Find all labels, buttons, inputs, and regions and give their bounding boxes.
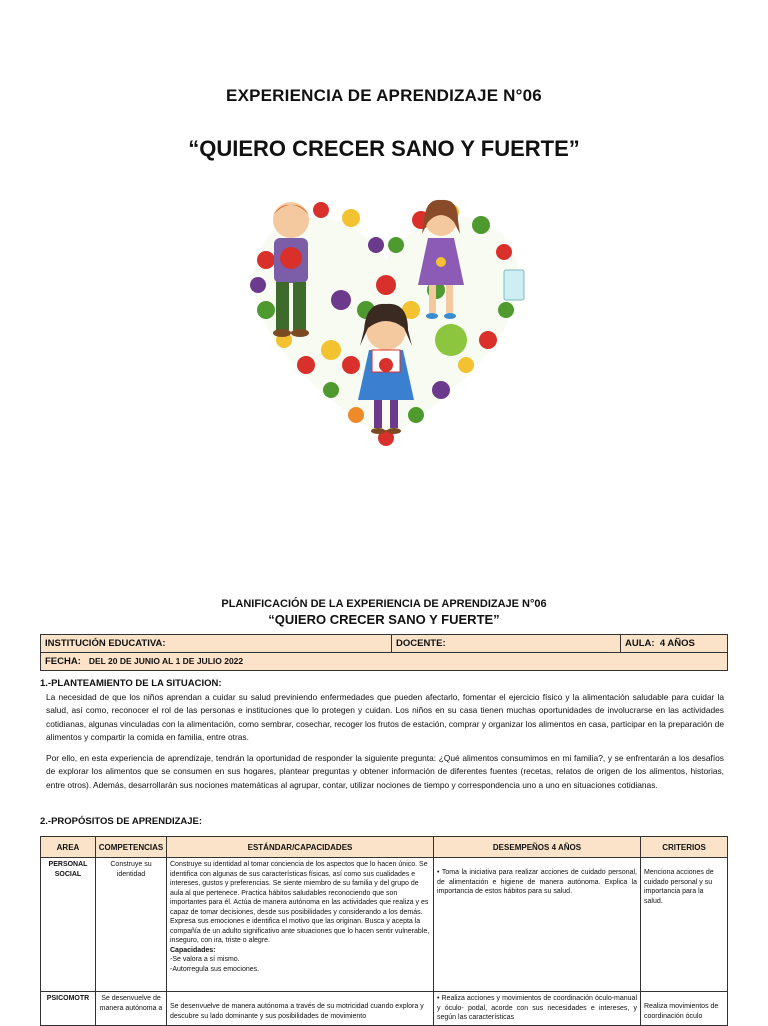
planning-subtitle: “QUIERO CRECER SANO Y FUERTE” — [268, 612, 500, 627]
docente-cell — [392, 635, 621, 653]
institucion-cell — [41, 635, 392, 653]
section1-paragraph-2: Por ello, en esta experiencia de aprendizaje, tendrán la oportunidad de responder la siguiente pregunta: ¿Qué alimentos consumimos en mi familia?, y se enfrentarán a los desafíos de explorar los alimentos que se consumen en sus hogares, plantear preguntas y obtener información de diferentes fuentes (recetas, relatos de origen de los alimentos, historias, entre otros). Además, desarrollarán sus nociones matemáticas al agrupar, contar, utilizar nociones de tiempo y correspondencia uno a uno en situaciones cotidianas. — [46, 753, 724, 790]
desempeno-cell — [434, 992, 641, 1026]
vegetable-heart-children-illustration — [236, 190, 536, 450]
institucion-label: INSTITUCIÓN EDUCATIVA: — [45, 638, 166, 649]
table-row — [41, 858, 728, 992]
table-row — [41, 992, 728, 1026]
area-cell: PERSONAL SOCIAL — [41, 858, 96, 992]
info-row-1 — [41, 635, 728, 653]
desempeno-text: • Realiza acciones y movimientos de coordinación óculo-manual y óculo- podal, acorde con sus necesidades e intereses, y según las características — [437, 994, 637, 1023]
col-criterios: CRITERIOS — [641, 837, 728, 858]
criterio-cell: Realiza movimientos de coordinación óculo — [641, 992, 728, 1026]
capacidad-item: -Autorregula sus emociones. — [170, 965, 260, 973]
desempeno-cell — [434, 858, 641, 992]
aula-value: 4 AÑOS — [659, 638, 695, 649]
estandar-text: Construye su identidad al tomar conciencia de los aspectos que lo hacen único. Se identifica con algunas de sus características físicas, así como sus cualidades e intereses, gustos y preferencias. Se siente miembro de su familia y del grupo de aula al que pertenece. Practica hábitos saludables reconociendo que son importantes para él. Actúa de manera autónoma en las actividades que realiza y es capaz de tomar decisiones, desde sus posibilidades y considerando a los demás. Expresa sus emociones e identifica el motivo que las originan. Busca y acepta la compañía de un adulto significativo ante situaciones que lo hacen sentir vulnerable, inseguro, con ira, triste o alegre. — [170, 861, 430, 944]
page-title: EXPERIENCIA DE APRENDIZAJE N°06 — [226, 86, 542, 105]
section2-heading: 2.-PROPÓSITOS DE APRENDIZAJE: — [40, 816, 203, 827]
col-competencias: COMPETENCIAS — [96, 837, 167, 858]
estandar-text: Se desenvuelve de manera autónoma a través de su motricidad cuando explora y descubre su lado dominante y sus posibilidades de movimiento — [170, 1003, 424, 1020]
aula-label: AULA: — [625, 638, 655, 649]
docente-label: DOCENTE: — [396, 638, 446, 649]
col-area: AREA — [41, 837, 96, 858]
desempeno-text: • Toma la iniciativa para realizar acciones de cuidado personal, de alimentación e higiene de manera autónoma. Explica la importancia de estos hábitos para su salud. — [437, 868, 637, 897]
fecha-value: DEL 20 DE JUNIO AL 1 DE JULIO 2022 — [88, 656, 244, 666]
estandar-cell — [167, 858, 434, 992]
criterio-cell: Menciona acciones de cuidado personal y su importancia para la salud. — [641, 858, 728, 992]
section1-heading: 1.-PLANTEAMIENTO DE LA SITUACION: — [40, 678, 222, 689]
competencia-cell: Se desenvuelve de manera autónoma a — [96, 992, 167, 1026]
capacidad-item: -Se valora a sí mismo. — [170, 956, 240, 963]
info-row-2 — [41, 653, 728, 671]
purposes-table — [40, 836, 728, 1026]
purposes-header-row — [41, 837, 728, 858]
planning-title: PLANIFICACIÓN DE LA EXPERIENCIA DE APRENDIZAJE N°06 — [221, 598, 547, 610]
col-desempenos: DESEMPEÑOS 4 AÑOS — [434, 837, 641, 858]
fecha-label: FECHA: — [45, 656, 81, 667]
aula-cell — [621, 635, 728, 653]
info-table — [40, 634, 728, 671]
competencia-cell: Construye su identidad — [96, 858, 167, 992]
estandar-cell — [167, 992, 434, 1026]
section1-paragraph-1: La necesidad de que los niños aprendan a cuidar su salud previniendo enfermedades que pueden afectarlo, fomentar el ejercicio físico y la alimentación saludable para cuidar la salud, así como, reconocer el rol de las personas e instituciones que lo protegen y cuidan. Los niños en su casa tienen muchas oportunidades de involucrarse en las actividades cotidianas, algunas vinculadas con la alimentación, como sembrar, cosechar, recoger los frutos de estación, comprar y organizar los alimentos en casa, participar en la preparación de alimentos y compartir la comida en familia, entre otras. — [46, 692, 724, 743]
area-cell: PSICOMOTR — [41, 992, 96, 1026]
col-estandar: ESTÁNDAR/CAPACIDADES — [167, 837, 434, 858]
fecha-cell — [41, 653, 728, 671]
capacidades-label: Capacidades: — [170, 946, 216, 954]
page-subtitle: “QUIERO CRECER SANO Y FUERTE” — [188, 136, 580, 161]
